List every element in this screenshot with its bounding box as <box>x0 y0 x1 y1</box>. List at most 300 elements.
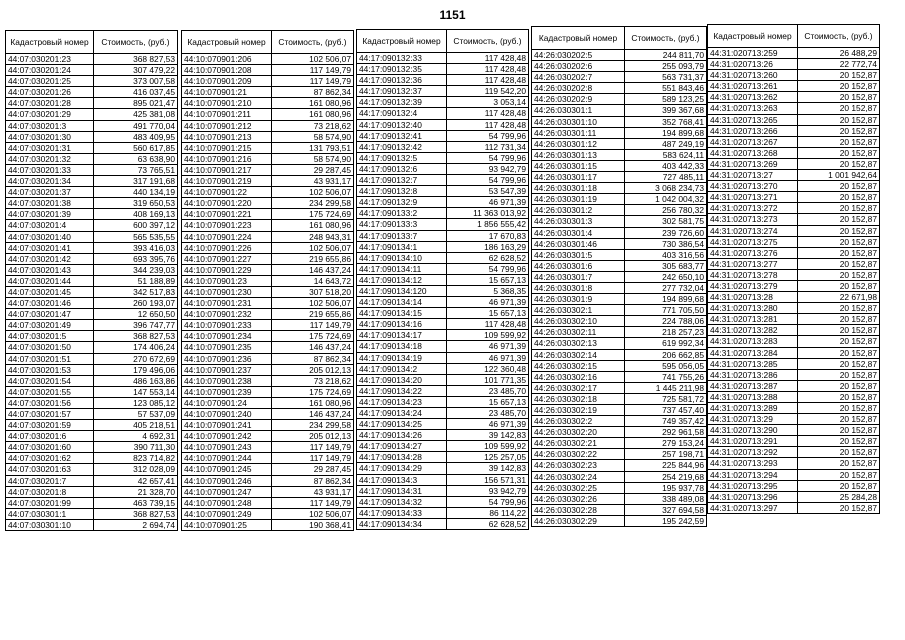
cadastral-number-cell: 44:10:070901:24 <box>182 397 272 408</box>
table-row <box>182 275 354 286</box>
cadastral-number-cell: 44:07:030201:57 <box>6 409 94 420</box>
table-row <box>357 341 529 352</box>
table-row <box>6 442 178 453</box>
table-row <box>708 214 880 225</box>
cost-cell: 146 437,24 <box>272 342 354 353</box>
table-row <box>182 87 354 98</box>
table-row <box>6 409 178 420</box>
table-row <box>182 142 354 153</box>
table-row <box>182 397 354 408</box>
cost-cell: 487 249,19 <box>625 138 707 149</box>
table-row <box>708 225 880 236</box>
table-row <box>357 97 529 108</box>
table-row <box>182 409 354 420</box>
cadastral-number-cell: 44:26:030302:18 <box>532 393 625 404</box>
cost-cell: 57 537,09 <box>94 409 178 420</box>
cost-cell: 403 442,33 <box>625 160 707 171</box>
table-row <box>6 109 178 120</box>
cadastral-number-cell: 44:07:030201:29 <box>6 109 94 120</box>
table-row <box>182 386 354 397</box>
table-row <box>357 430 529 441</box>
table-row <box>6 176 178 187</box>
cost-cell: 491 770,04 <box>94 120 178 131</box>
table-row <box>357 374 529 385</box>
cost-cell: 20 152,87 <box>798 469 880 480</box>
cost-cell: 20 152,87 <box>798 236 880 247</box>
cost-cell: 270 672,69 <box>94 353 178 364</box>
table-row <box>182 431 354 442</box>
cadastral-number-cell: 44:17:090134:24 <box>357 408 447 419</box>
table-row <box>6 475 178 486</box>
cost-cell: 43 931,17 <box>272 176 354 187</box>
table-row <box>182 342 354 353</box>
cost-cell: 20 152,87 <box>798 81 880 92</box>
cadastral-number-cell: 44:07:030201:43 <box>6 264 94 275</box>
table-row <box>6 275 178 286</box>
table-row <box>532 138 707 149</box>
cadastral-number-cell: 44:17:090134:28 <box>357 452 447 463</box>
cadastral-number-cell: 44:17:090134:23 <box>357 396 447 407</box>
table-row <box>6 420 178 431</box>
cadastral-number-cell: 44:26:030302:26 <box>532 493 625 504</box>
cost-cell: 39 142,83 <box>447 430 529 441</box>
table-row <box>357 175 529 186</box>
cost-cell: 20 152,87 <box>798 147 880 158</box>
table-row <box>357 385 529 396</box>
cost-cell: 416 037,45 <box>94 87 178 98</box>
cost-cell: 117 149,79 <box>272 76 354 87</box>
cadastral-number-cell: 44:26:030202:5 <box>532 50 625 61</box>
table-row <box>6 331 178 342</box>
cadastral-number-cell: 44:26:030202:9 <box>532 94 625 105</box>
cost-cell: 117 149,79 <box>272 497 354 508</box>
cost-cell: 117 428,48 <box>447 108 529 119</box>
cadastral-number-cell: 44:26:030301:10 <box>532 116 625 127</box>
table-row <box>182 242 354 253</box>
cost-cell: 146 437,24 <box>272 409 354 420</box>
cost-cell: 131 793,51 <box>272 142 354 153</box>
cadastral-number-cell: 44:31:020713:288 <box>708 391 798 402</box>
column-header-cost: Стоимость, (руб.) <box>272 31 354 54</box>
cadastral-number-cell: 44:26:030301:15 <box>532 160 625 171</box>
cadastral-number-cell: 44:31:020713:279 <box>708 280 798 291</box>
cadastral-number-cell: 44:31:020713:286 <box>708 369 798 380</box>
table-row <box>357 119 529 130</box>
cadastre-table-5 <box>707 24 880 514</box>
cadastral-number-cell: 44:10:070901:223 <box>182 220 272 231</box>
cost-cell: 20 152,87 <box>798 70 880 81</box>
cadastral-number-cell: 44:26:030302:15 <box>532 360 625 371</box>
cadastral-number-cell: 44:26:030301:1 <box>532 105 625 116</box>
table-row <box>532 316 707 327</box>
table-row <box>357 219 529 230</box>
cadastral-number-cell: 44:10:070901:226 <box>182 242 272 253</box>
cost-cell: 14 643,72 <box>272 275 354 286</box>
table-row <box>357 518 529 529</box>
table-row <box>6 286 178 297</box>
cadastral-number-cell: 44:31:020713:283 <box>708 336 798 347</box>
table-row <box>6 364 178 375</box>
cadastral-number-cell: 44:10:070901:241 <box>182 420 272 431</box>
cadastral-number-cell: 44:17:090134:16 <box>357 319 447 330</box>
table-row <box>532 371 707 382</box>
table-row <box>708 391 880 402</box>
cadastral-number-cell: 44:31:020713:260 <box>708 70 798 81</box>
cadastral-number-cell: 44:07:030201:5 <box>6 331 94 342</box>
cadastral-number-cell: 44:26:030301:7 <box>532 271 625 282</box>
cadastral-number-cell: 44:26:030302:16 <box>532 371 625 382</box>
table-row <box>6 220 178 231</box>
cost-cell: 102 506,07 <box>272 187 354 198</box>
cost-cell: 749 357,42 <box>625 416 707 427</box>
cadastral-number-cell: 44:31:020713:262 <box>708 92 798 103</box>
cadastral-number-cell: 44:17:090134:34 <box>357 518 447 529</box>
cadastral-number-cell: 44:17:090134:27 <box>357 441 447 452</box>
cost-cell: 179 496,06 <box>94 364 178 375</box>
cadastral-number-cell: 44:07:030201:7 <box>6 475 94 486</box>
cadastral-number-cell: 44:07:030201:50 <box>6 342 94 353</box>
cost-cell: 693 395,76 <box>94 253 178 264</box>
cost-cell: 20 152,87 <box>798 502 880 513</box>
cost-cell: 1 445 211,98 <box>625 382 707 393</box>
table-row <box>532 72 707 83</box>
table-row <box>6 431 178 442</box>
cadastre-table-3 <box>356 29 529 530</box>
cost-cell: 771 705,50 <box>625 305 707 316</box>
cost-cell: 102 506,07 <box>272 242 354 253</box>
cadastral-number-cell: 44:31:020713:271 <box>708 192 798 203</box>
cadastral-number-cell: 44:17:090133:3 <box>357 219 447 230</box>
table-row <box>182 209 354 220</box>
table-row <box>708 59 880 70</box>
column-header-cost: Стоимость, (руб.) <box>94 31 178 54</box>
cost-cell: 483 409,95 <box>94 131 178 142</box>
cost-cell: 600 397,12 <box>94 220 178 231</box>
cost-cell: 15 657,13 <box>447 308 529 319</box>
table-row <box>182 497 354 508</box>
table-row <box>6 131 178 142</box>
cadastral-number-cell: 44:10:070901:22 <box>182 187 272 198</box>
cadastral-number-cell: 44:07:030201:41 <box>6 242 94 253</box>
cost-cell: 20 152,87 <box>798 280 880 291</box>
cadastral-number-cell: 44:26:030301:12 <box>532 138 625 149</box>
cadastral-number-cell: 44:17:090134:26 <box>357 430 447 441</box>
cadastral-number-cell: 44:26:030301:6 <box>532 260 625 271</box>
table-row <box>708 347 880 358</box>
table-row <box>532 471 707 482</box>
cadastral-number-cell: 44:31:020713:272 <box>708 203 798 214</box>
table-row <box>182 464 354 475</box>
cadastral-number-cell: 44:26:030302:21 <box>532 438 625 449</box>
cost-cell: 20 152,87 <box>798 458 880 469</box>
cadastral-number-cell: 44:07:030201:4 <box>6 220 94 231</box>
cost-cell: 342 517,83 <box>94 286 178 297</box>
cadastral-number-cell: 44:10:070901:240 <box>182 409 272 420</box>
cost-cell: 219 655,86 <box>272 253 354 264</box>
table-row <box>532 238 707 249</box>
table-row <box>182 65 354 76</box>
table-row <box>357 208 529 219</box>
cadastral-number-cell: 44:31:020713:263 <box>708 103 798 114</box>
cadastral-number-cell: 44:07:030301:1 <box>6 508 94 519</box>
column-header-cost: Стоимость, (руб.) <box>798 25 880 48</box>
cadastral-number-cell: 44:17:090132:37 <box>357 86 447 97</box>
cadastral-number-cell: 44:07:030201:46 <box>6 298 94 309</box>
table-row <box>6 142 178 153</box>
cost-cell: 87 862,34 <box>272 87 354 98</box>
table-row <box>708 469 880 480</box>
table-row <box>532 327 707 338</box>
cost-cell: 20 152,87 <box>798 92 880 103</box>
table-row <box>6 519 178 530</box>
cost-cell: 117 149,79 <box>272 320 354 331</box>
cost-cell: 87 862,34 <box>272 353 354 364</box>
cost-cell: 344 239,03 <box>94 264 178 275</box>
table-row <box>182 298 354 309</box>
cost-cell: 22 772,74 <box>798 59 880 70</box>
cost-cell: 29 287,45 <box>272 164 354 175</box>
table-row <box>708 380 880 391</box>
cadastral-number-cell: 44:31:020713:267 <box>708 136 798 147</box>
table-row <box>532 83 707 94</box>
table-row <box>708 269 880 280</box>
cadastral-number-cell: 44:31:020713:259 <box>708 48 798 59</box>
cost-cell: 21 328,70 <box>94 486 178 497</box>
cadastral-number-cell: 44:26:030302:23 <box>532 460 625 471</box>
cadastral-number-cell: 44:07:030201:24 <box>6 65 94 76</box>
cost-cell: 46 971,39 <box>447 341 529 352</box>
cost-cell: 2 694,74 <box>94 519 178 530</box>
cadastral-number-cell: 44:07:030201:53 <box>6 364 94 375</box>
table-row <box>708 314 880 325</box>
cost-cell: 312 028,09 <box>94 464 178 475</box>
table-row <box>708 280 880 291</box>
cost-cell: 741 755,26 <box>625 371 707 382</box>
table-row <box>708 447 880 458</box>
table-row <box>182 519 354 530</box>
cadastral-number-cell: 44:10:070901:224 <box>182 231 272 242</box>
cost-cell: 256 780,32 <box>625 205 707 216</box>
table-row <box>532 183 707 194</box>
table-row <box>6 386 178 397</box>
cost-cell: 117 428,48 <box>447 319 529 330</box>
cadastral-number-cell: 44:26:030302:24 <box>532 471 625 482</box>
table-row <box>357 408 529 419</box>
table-row <box>357 186 529 197</box>
cadastral-number-cell: 44:31:020713:285 <box>708 358 798 369</box>
cadastral-number-cell: 44:26:030202:7 <box>532 72 625 83</box>
table-row <box>357 419 529 430</box>
cadastral-number-cell: 44:10:070901:243 <box>182 442 272 453</box>
cadastral-number-cell: 44:31:020713:282 <box>708 325 798 336</box>
table-row <box>182 253 354 264</box>
cadastral-number-cell: 44:10:070901:237 <box>182 364 272 375</box>
cadastral-number-cell: 44:17:090133:2 <box>357 208 447 219</box>
cadastral-number-cell: 44:17:090134:19 <box>357 352 447 363</box>
cadastral-number-cell: 44:26:030301:17 <box>532 172 625 183</box>
table-row <box>182 187 354 198</box>
cadastral-number-cell: 44:26:030302:1 <box>532 305 625 316</box>
table-row <box>708 181 880 192</box>
cost-cell: 175 724,69 <box>272 331 354 342</box>
cost-cell: 12 650,50 <box>94 309 178 320</box>
cadastral-number-cell: 44:17:090134:32 <box>357 496 447 507</box>
cost-cell: 194 899,68 <box>625 294 707 305</box>
cost-cell: 194 899,68 <box>625 127 707 138</box>
table-row <box>532 94 707 105</box>
cadastral-number-cell: 44:17:090132:36 <box>357 75 447 86</box>
cadastral-number-cell: 44:17:090132:40 <box>357 119 447 130</box>
cost-cell: 62 628,52 <box>447 518 529 529</box>
cadastral-number-cell: 44:26:030301:19 <box>532 194 625 205</box>
cost-cell: 393 416,03 <box>94 242 178 253</box>
cost-cell: 23 485,70 <box>447 385 529 396</box>
cost-cell: 109 599,92 <box>447 441 529 452</box>
table-row <box>357 285 529 296</box>
table-row <box>708 48 880 59</box>
cadastral-number-cell: 44:31:020713:289 <box>708 403 798 414</box>
table-row <box>182 153 354 164</box>
table-row <box>357 352 529 363</box>
cost-cell: 20 152,87 <box>798 391 880 402</box>
cadastral-number-cell: 44:31:020713:273 <box>708 214 798 225</box>
cost-cell: 109 599,92 <box>447 330 529 341</box>
cadastral-number-cell: 44:10:070901:247 <box>182 486 272 497</box>
cost-cell: 15 657,13 <box>447 396 529 407</box>
table-row <box>182 231 354 242</box>
cost-cell: 117 428,48 <box>447 53 529 64</box>
cadastral-number-cell: 44:26:030302:29 <box>532 515 625 526</box>
table-row <box>6 76 178 87</box>
cadastral-number-cell: 44:17:090134:18 <box>357 341 447 352</box>
cost-cell: 619 992,34 <box>625 338 707 349</box>
table-row <box>532 61 707 72</box>
cost-cell: 20 152,87 <box>798 214 880 225</box>
cost-cell: 101 771,35 <box>447 374 529 385</box>
cadastral-number-cell: 44:26:030302:22 <box>532 449 625 460</box>
cadastral-number-cell: 44:26:030302:25 <box>532 482 625 493</box>
cadastral-number-cell: 44:31:020713:274 <box>708 225 798 236</box>
cost-cell: 260 193,07 <box>94 298 178 309</box>
table-row <box>357 197 529 208</box>
cost-cell: 4 692,31 <box>94 431 178 442</box>
cadastral-number-cell: 44:17:090134:25 <box>357 419 447 430</box>
cost-cell: 20 152,87 <box>798 403 880 414</box>
cost-cell: 161 080,96 <box>272 98 354 109</box>
table-row <box>6 187 178 198</box>
cost-cell: 20 152,87 <box>798 269 880 280</box>
cost-cell: 20 152,87 <box>798 347 880 358</box>
cost-cell: 20 152,87 <box>798 203 880 214</box>
table-row <box>532 382 707 393</box>
cost-cell: 595 056,05 <box>625 360 707 371</box>
cost-cell: 20 152,87 <box>798 480 880 491</box>
table-row <box>532 105 707 116</box>
cadastral-number-cell: 44:26:030301:18 <box>532 183 625 194</box>
table-row <box>182 220 354 231</box>
cadastral-number-cell: 44:10:070901:245 <box>182 464 272 475</box>
table-row <box>532 449 707 460</box>
table-row <box>357 53 529 64</box>
table-row <box>532 493 707 504</box>
table-row <box>532 50 707 61</box>
table-row <box>532 271 707 282</box>
cadastral-number-cell: 44:10:070901:211 <box>182 109 272 120</box>
cost-cell: 307 479,22 <box>94 65 178 76</box>
cadastral-number-cell: 44:17:090134:15 <box>357 308 447 319</box>
table-row <box>532 416 707 427</box>
cost-cell: 51 188,89 <box>94 275 178 286</box>
cadastral-number-cell: 44:26:030202:6 <box>532 61 625 72</box>
cadastral-number-cell: 44:26:030302:2 <box>532 416 625 427</box>
table-row <box>6 198 178 209</box>
cost-cell: 305 683,77 <box>625 260 707 271</box>
cost-cell: 560 617,85 <box>94 142 178 153</box>
cost-cell: 123 085,12 <box>94 397 178 408</box>
table-row <box>532 360 707 371</box>
table-row <box>6 508 178 519</box>
cost-cell: 20 152,87 <box>798 225 880 236</box>
cost-cell: 234 299,58 <box>272 420 354 431</box>
table-row <box>532 393 707 404</box>
cost-cell: 257 198,71 <box>625 449 707 460</box>
table-row <box>357 141 529 152</box>
table-row <box>182 475 354 486</box>
table-row <box>357 507 529 518</box>
cost-cell: 29 287,45 <box>272 464 354 475</box>
table-row <box>532 349 707 360</box>
cadastral-number-cell: 44:17:090132:33 <box>357 53 447 64</box>
cadastral-number-cell: 44:31:020713:276 <box>708 247 798 258</box>
cost-cell: 195 242,59 <box>625 515 707 526</box>
table-row <box>708 236 880 247</box>
cadastral-number-cell: 44:10:070901:21 <box>182 87 272 98</box>
table-row <box>182 309 354 320</box>
cost-cell: 17 670,83 <box>447 230 529 241</box>
column-header-cadastral-number: Кадастровый номер <box>357 30 447 53</box>
cadastral-number-cell: 44:17:090132:7 <box>357 175 447 186</box>
cadastral-number-cell: 44:07:030201:60 <box>6 442 94 453</box>
table-row <box>182 54 354 65</box>
cost-cell: 563 731,37 <box>625 72 707 83</box>
cadastral-number-cell: 44:10:070901:246 <box>182 475 272 486</box>
table-row <box>708 158 880 169</box>
cost-cell: 156 571,31 <box>447 474 529 485</box>
table-row <box>708 358 880 369</box>
cadastral-number-cell: 44:26:030301:13 <box>532 149 625 160</box>
cadastral-number-cell: 44:10:070901:215 <box>182 142 272 153</box>
table-row <box>6 65 178 76</box>
table-row <box>357 496 529 507</box>
cost-cell: 20 152,87 <box>798 369 880 380</box>
table-row <box>6 397 178 408</box>
table-row <box>708 103 880 114</box>
cost-cell: 117 428,48 <box>447 119 529 130</box>
cadastral-number-cell: 44:17:090134:17 <box>357 330 447 341</box>
cadastral-number-cell: 44:07:030201:34 <box>6 176 94 187</box>
cadastral-number-cell: 44:17:090132:42 <box>357 141 447 152</box>
cost-cell: 11 363 013,92 <box>447 208 529 219</box>
cost-cell: 20 152,87 <box>798 125 880 136</box>
cadastral-number-cell: 44:17:090132:4 <box>357 108 447 119</box>
cadastral-number-cell: 44:10:070901:248 <box>182 497 272 508</box>
cadastral-number-cell: 44:31:020713:291 <box>708 436 798 447</box>
cost-cell: 239 726,60 <box>625 227 707 238</box>
cost-cell: 20 152,87 <box>798 447 880 458</box>
cadastral-number-cell: 44:26:030202:8 <box>532 83 625 94</box>
cost-cell: 244 811,70 <box>625 50 707 61</box>
cadastral-number-cell: 44:10:070901:230 <box>182 286 272 297</box>
